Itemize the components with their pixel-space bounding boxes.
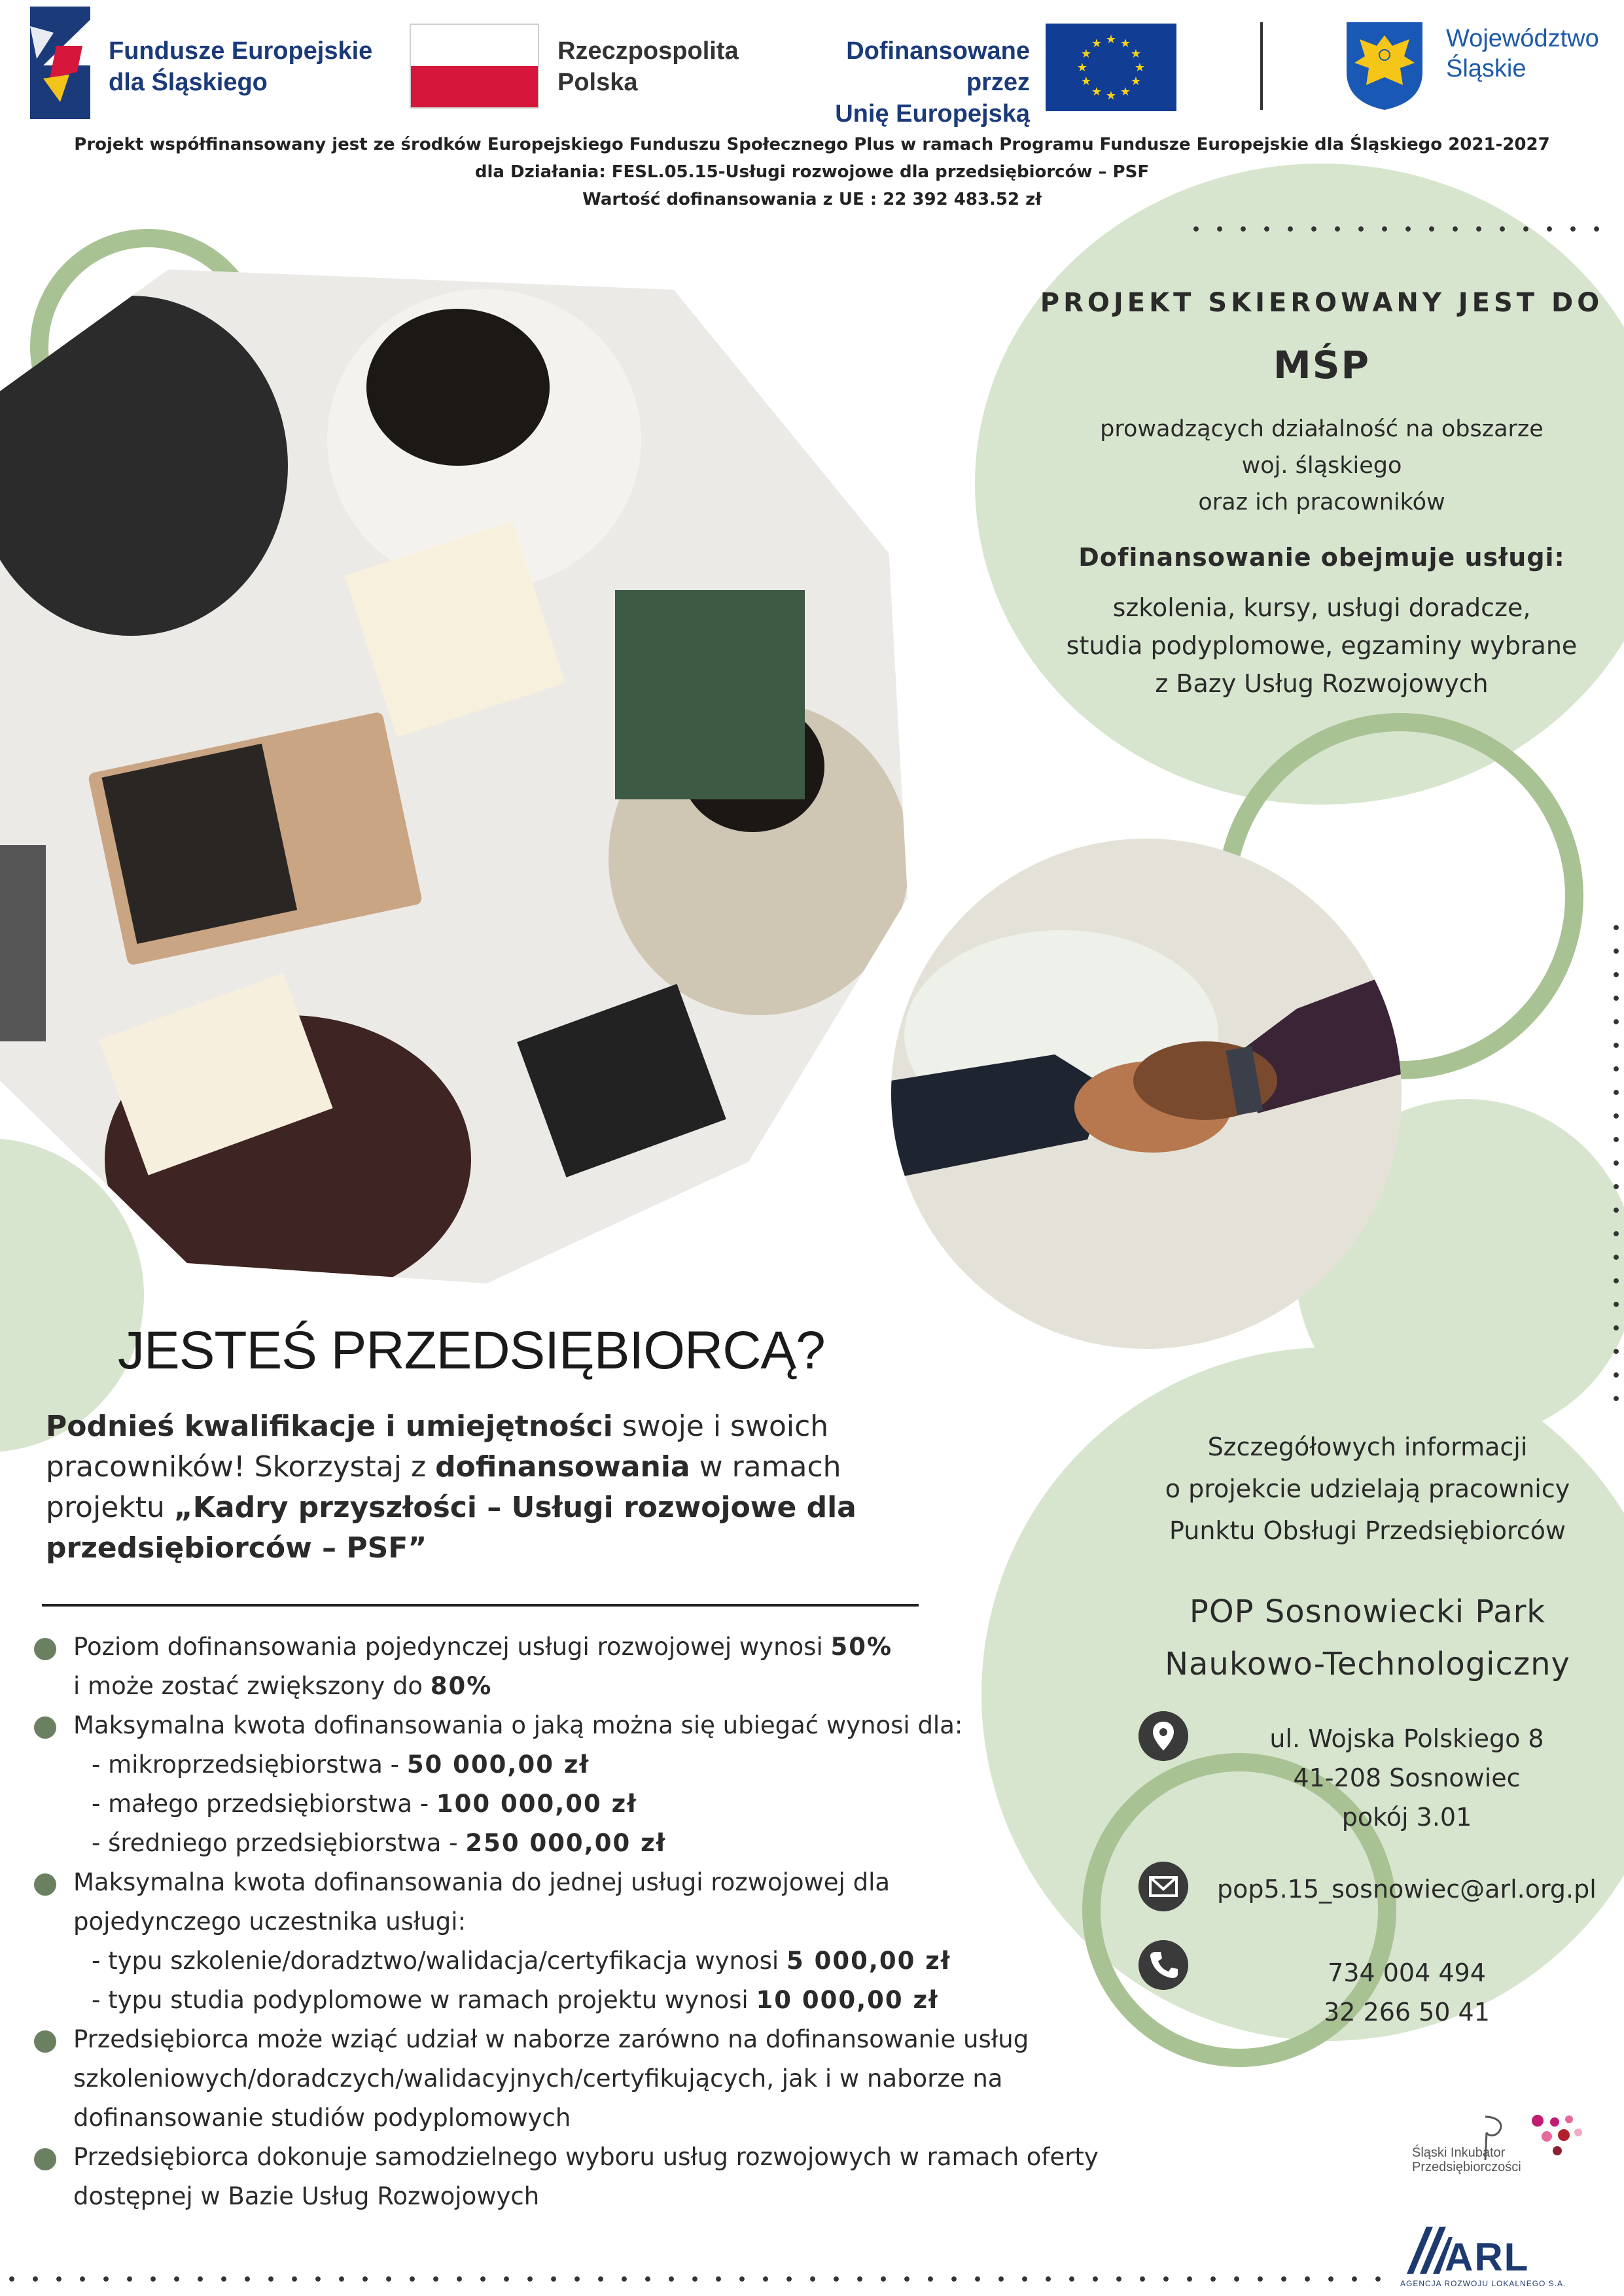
target-description: prowadzących działalność na obszarze woj. śląskiego oraz ich pracowników [1100, 416, 1544, 515]
svg-text:★: ★ [1105, 89, 1117, 103]
office-address: ul. Wojska Polskiego 8 41-208 Sosnowiec pokój 3.01 [1269, 1724, 1544, 1832]
polish-flag-icon [410, 24, 539, 109]
svg-text:★: ★ [1080, 47, 1092, 61]
target-heading: PROJEKT SKIEROWANY JEST DO [1040, 288, 1604, 318]
dotted-line-top [1184, 226, 1616, 232]
list-item: Przedsiębiorca dokonuje samodzielnego wyboru usług rozwojowych w ramach oferty dostępnej w Bazie Usług Rozwojowych [34, 2138, 1146, 2216]
office-name: POP Sosnowiecki Park Naukowo-Technologiczny [1165, 1593, 1570, 1682]
target-msp: MŚP [1273, 343, 1370, 387]
svg-text:★: ★ [1091, 85, 1103, 99]
fundusze-europejskie-logo-icon [30, 7, 90, 119]
list-item: Poziom dofinansowania pojedynczej usługi rozwojowej wynosi 50% i może zostać zwiększony do 80% [34, 1627, 1146, 1706]
arl-logo-text: ARL [1445, 2235, 1530, 2279]
contact-email[interactable]: pop5.15_sosnowiec@arl.org.pl [1217, 1875, 1597, 1904]
map-pin-icon [1139, 1711, 1188, 1761]
list-item: Przedsiębiorca może wziąć udział w naborze zarówno na dofinansowanie usług szkoleniowych/doradczych/walidacyjnych/certyfikujących, jak i w naborze na dofinansowanie studiów podyplomowych [34, 2020, 1146, 2138]
sip-logo-text: Śląski Inkubator Przedsiębiorczości [1412, 2146, 1521, 2174]
bullet-icon [34, 2148, 56, 2170]
list-item: Maksymalna kwota dofinansowania o jaką można się ubiegać wynosi dla: - mikroprzedsiębiorstwa - 50 000,00 zł - małego przedsiębiorstwa - 100 000,00 zł - średniego przedsiębiorstwa - 250 000,00 zł [34, 1706, 1146, 1863]
phone-icon [1139, 1940, 1188, 1990]
contact-phones [1217, 1953, 1597, 2032]
region-logo-text: Województwo Śląskie [1446, 25, 1599, 82]
eu-flag-icon [1046, 24, 1176, 111]
page-title: JESTEŚ PRZEDSIĘBIORCĄ? [118, 1321, 825, 1380]
intro-paragraph: Podnieś kwalifikacje i umiejętności swoje i swoich pracowników! Skorzystaj z dofinansowania w ramach projektu „Kadry przyszłości – Usługi rozwojowe dla przedsiębiorców – PSF” [46, 1410, 856, 1565]
envelope-icon [1139, 1862, 1188, 1911]
funding-statement: Projekt współfinansowany jest ze środków Europejskiego Funduszu Społecznego Plus w ramach Programu Fundusze Europejskie dla Śląskiego 2021-2027 dla Działania: FESL.05.15-Usługi rozwojowe dla przedsiębiorców – PSF Wartość dofinansowania z UE : 22 392 483.52 zł [74, 135, 1550, 209]
svg-text:★: ★ [1091, 37, 1103, 50]
svg-text:★: ★ [1134, 61, 1146, 75]
coverage-heading: Dofinansowanie obejmuje usługi: [1078, 543, 1565, 572]
contact-info-intro: Szczegółowych informacji o projekcie udzielają pracownicy Punktu Obsługi Przedsiębiorców [1165, 1433, 1570, 1545]
fe-logo-text: Fundusze Europejskie dla Śląskiego [109, 37, 373, 96]
section-divider [42, 1604, 919, 1607]
bullet-icon [34, 1638, 56, 1660]
bullet-icon [34, 1716, 56, 1739]
team-meeting-photo [0, 270, 936, 1283]
phone-number[interactable]: 32 266 50 41 [1324, 1998, 1490, 2026]
svg-text:★: ★ [1130, 75, 1142, 88]
svg-text:★: ★ [1130, 47, 1142, 61]
bullet-icon [34, 2030, 56, 2053]
bullet-icon [34, 1873, 56, 1896]
phone-number[interactable]: 734 004 494 [1328, 1958, 1486, 1987]
handshake-photo [891, 839, 1402, 1349]
dotted-line-right [1614, 916, 1619, 1413]
svg-text:★: ★ [1120, 85, 1131, 99]
list-item: Maksymalna kwota dofinansowania do jednej usługi rozwojowej dla pojedynczego uczestnika usługi: - typu szkolenie/doradztwo/walidacja/certyfikacja wynosi 5 000,00 zł - typu studia podyplomowe w ramach projektu wynosi 10 000,00 zł [34, 1863, 1146, 2020]
eu-logo-text: Dofinansowane przez Unię Europejską [835, 37, 1030, 128]
svg-text:★: ★ [1105, 33, 1117, 46]
benefits-list [34, 1627, 1146, 2216]
svg-text:★: ★ [1080, 75, 1092, 88]
svg-text:★: ★ [1076, 61, 1088, 75]
rp-logo-text: Rzeczpospolita Polska [557, 37, 739, 96]
svg-text:★: ★ [1120, 37, 1131, 50]
silesia-coat-of-arms-icon [1344, 20, 1425, 111]
header-divider [1260, 22, 1263, 110]
arl-logo-subtitle: AGENCJA ROZWOJU LOKALNEGO S.A. [1400, 2279, 1566, 2288]
dotted-line-bottom [0, 2276, 1387, 2282]
coverage-description: szkolenia, kursy, usługi doradcze, studia podyplomowe, egzaminy wybrane z Bazy Usług Rozwojowych [1066, 593, 1578, 698]
